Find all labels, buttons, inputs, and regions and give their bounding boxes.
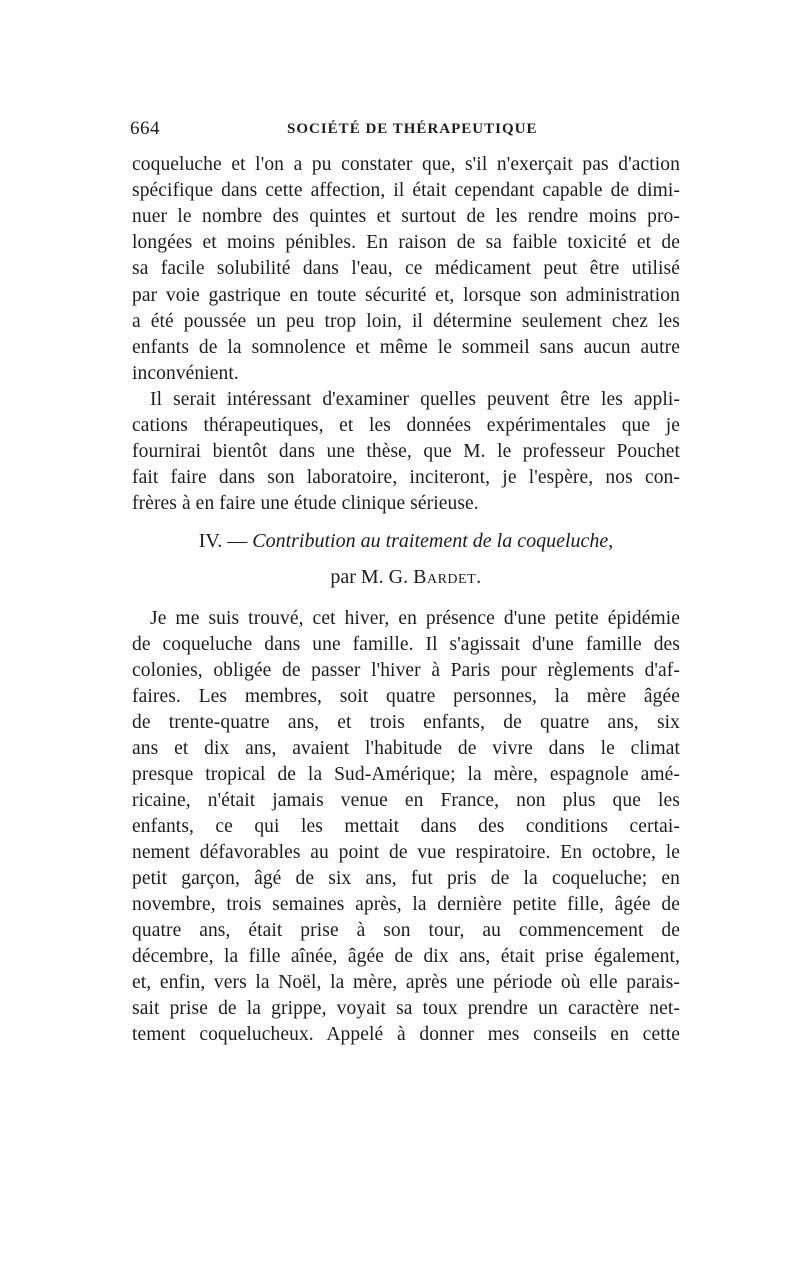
text-line: sa facile solubilité dans l'eau, ce médicament peut être utilisé <box>132 258 680 279</box>
text-line: de coqueluche dans une famille. Il s'agissait d'une famille des <box>132 634 680 655</box>
text-line: longées et moins pénibles. En raison de sa faible toxicité et de <box>132 232 680 253</box>
text-line: spécifique dans cette affection, il était cependant capable de dimi- <box>132 180 680 201</box>
text-line: sait prise de la grippe, voyait sa toux prendre un caractère net- <box>132 998 680 1019</box>
text-line: de trente-quatre ans, et trois enfants, de quatre ans, six <box>132 712 680 733</box>
text-line: enfants, ce qui les mettait dans des conditions certai- <box>132 816 680 837</box>
text-line: novembre, trois semaines après, la dernière petite fille, âgée de <box>132 894 680 915</box>
text-line: cations thérapeutiques, et les données expérimentales que je <box>132 415 680 436</box>
text-line: colonies, obligée de passer l'hiver à Paris pour règlements d'af- <box>132 660 680 681</box>
text-line: Il serait intéressant d'examiner quelles peuvent être les appli- <box>150 389 680 410</box>
text-line: nement défavorables au point de vue respiratoire. En octobre, le <box>132 842 680 863</box>
text-line: inconvénient. <box>132 363 239 384</box>
text-line: Je me suis trouvé, cet hiver, en présence d'une petite épidémie <box>150 608 680 629</box>
text-line: faires. Les membres, soit quatre personnes, la mère âgée <box>132 686 680 707</box>
text-line: nuer le nombre des quintes et surtout de les rendre moins pro- <box>132 206 680 227</box>
page-number: 664 <box>130 118 160 139</box>
section-heading <box>132 530 680 560</box>
text-line: fournirai bientôt dans une thèse, que M. le professeur Pouchet <box>132 441 680 462</box>
byline <box>132 566 680 596</box>
section-title: Contribution au traitement de la coqueluche, <box>252 530 614 552</box>
text-line: quatre ans, était prise à son tour, au commencement de <box>132 920 680 941</box>
text-line: et, enfin, vers la Noël, la mère, après une période où elle parais- <box>132 972 680 993</box>
byline-prefix: par M. G. <box>330 566 409 588</box>
text-line: tement coquelucheux. Appelé à donner mes conseils en cette <box>132 1024 680 1045</box>
text-line: frères à en faire une étude clinique sérieuse. <box>132 493 479 514</box>
text-line: ans et dix ans, avaient l'habitude de vivre dans le climat <box>132 738 680 759</box>
text-line: fait faire dans son laboratoire, inciteront, je l'espère, nos con- <box>132 467 680 488</box>
text-line: ricaine, n'était jamais venue en France, non plus que les <box>132 790 680 811</box>
text-line: presque tropical de la Sud-Amérique; la mère, espagnole amé- <box>132 764 680 785</box>
section-number: IV. — <box>198 530 248 552</box>
author-name: Bardet. <box>413 566 482 588</box>
text-line: enfants de la somnolence et même le sommeil sans aucun autre <box>132 337 680 358</box>
running-head <box>130 118 680 148</box>
running-title: SOCIÉTÉ DE THÉRAPEUTIQUE <box>287 121 538 137</box>
text-line: décembre, la fille aînée, âgée de dix ans, était prise également, <box>132 946 680 967</box>
text-line: petit garçon, âgé de six ans, fut pris de la coqueluche; en <box>132 868 680 889</box>
text-line: par voie gastrique en toute sécurité et, lorsque son administration <box>132 285 680 306</box>
text-line: a été poussée un peu trop loin, il détermine seulement chez les <box>132 311 680 332</box>
text-line: coqueluche et l'on a pu constater que, s'il n'exerçait pas d'action <box>132 154 680 175</box>
